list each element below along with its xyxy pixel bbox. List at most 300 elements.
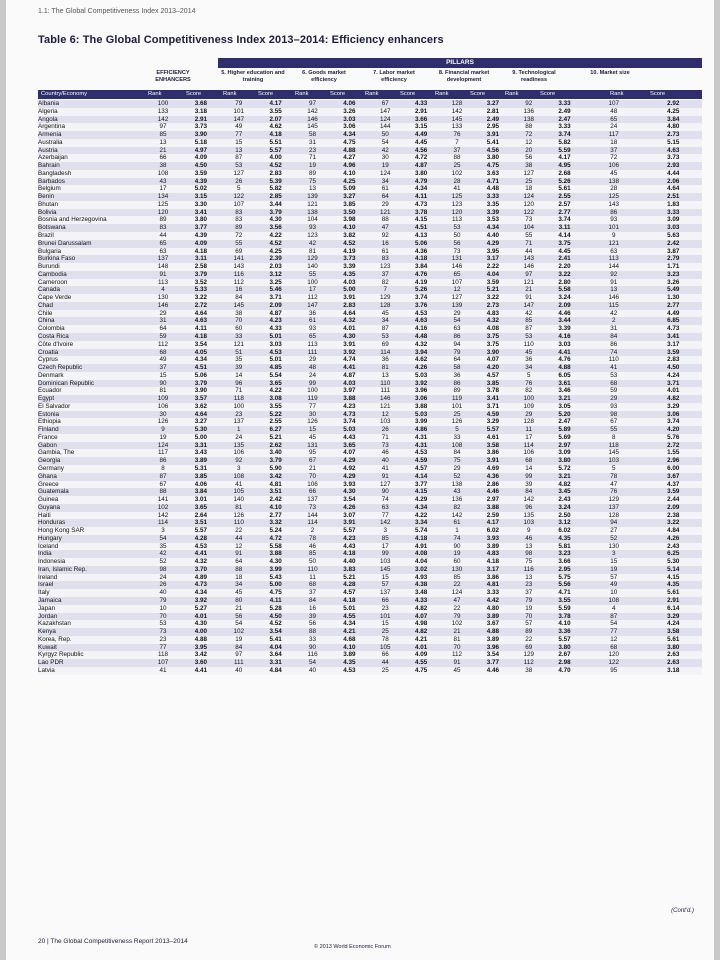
table-row <box>38 504 702 512</box>
rank-cell: 102 <box>440 170 475 178</box>
rank-cell: 35 <box>220 356 257 364</box>
score-cell: 4.19 <box>331 248 368 256</box>
country-cell: Costa Rica <box>38 333 145 341</box>
score-cell: 4.73 <box>181 581 220 589</box>
rank-cell: 145 <box>368 566 403 574</box>
rank-cell: 23 <box>145 636 182 644</box>
score-cell: 6.02 <box>546 527 583 535</box>
score-cell: 5.33 <box>181 286 220 294</box>
score-cell: 5.02 <box>181 185 220 193</box>
rank-cell: 142 <box>368 519 403 527</box>
table-row <box>38 310 702 318</box>
rank-cell: 121 <box>368 209 403 217</box>
table-row <box>38 558 702 566</box>
country-cell: Botswana <box>38 224 145 232</box>
rank-cell: 9 <box>145 426 182 434</box>
score-cell: 5.63 <box>644 232 702 240</box>
rank-header: Rank <box>295 91 309 97</box>
score-cell: 3.78 <box>403 209 440 217</box>
rank-cell: 13 <box>511 543 546 551</box>
score-cell: 3.23 <box>644 271 702 279</box>
rank-cell: 15 <box>294 426 331 434</box>
score-cell: 2.83 <box>331 302 368 310</box>
score-cell: 1.30 <box>644 294 702 302</box>
rank-cell: 110 <box>368 380 403 388</box>
score-cell: 2.55 <box>546 193 583 201</box>
rank-cell: 68 <box>583 380 644 388</box>
rank-cell: 73 <box>440 248 475 256</box>
rank-cell: 21 <box>220 605 257 613</box>
rank-cell: 93 <box>294 224 331 232</box>
rank-cell: 106 <box>511 449 546 457</box>
score-cell: 4.72 <box>257 535 294 543</box>
country-cell: India <box>38 550 145 558</box>
rank-cell: 130 <box>440 566 475 574</box>
score-cell: 3.39 <box>331 263 368 271</box>
rank-cell: 8 <box>583 434 644 442</box>
score-cell: 4.08 <box>474 325 511 333</box>
rank-cell: 54 <box>220 620 257 628</box>
rank-cell: 34 <box>368 178 403 186</box>
rank-cell: 42 <box>368 147 403 155</box>
country-cell: Côte d'Ivoire <box>38 341 145 349</box>
rank-cell: 33 <box>220 333 257 341</box>
rank-cell: 125 <box>145 201 182 209</box>
rank-cell: 89 <box>511 628 546 636</box>
rank-cell: 70 <box>440 644 475 652</box>
score-cell: 5.15 <box>644 139 702 147</box>
score-cell: 4.52 <box>331 240 368 248</box>
rank-cell: 54 <box>294 659 331 667</box>
rank-cell: 73 <box>145 628 182 636</box>
rank-cell: 100 <box>511 395 546 403</box>
rank-cell: 46 <box>368 449 403 457</box>
rank-cell: 148 <box>145 263 182 271</box>
score-cell: 2.63 <box>644 659 702 667</box>
score-cell: 3.99 <box>257 566 294 574</box>
score-cell: 3.57 <box>181 395 220 403</box>
table-row <box>38 108 702 116</box>
score-cell: 4.11 <box>181 325 220 333</box>
rank-cell: 3 <box>368 527 403 535</box>
rank-cell: 19 <box>145 434 182 442</box>
table-row <box>38 341 702 349</box>
score-cell: 3.75 <box>546 240 583 248</box>
score-header: Score <box>258 91 274 97</box>
score-cell: 3.80 <box>546 457 583 465</box>
score-cell: 4.52 <box>257 240 294 248</box>
score-cell: 4.86 <box>403 426 440 434</box>
rank-cell: 33 <box>294 636 331 644</box>
rank-cell: 137 <box>220 418 257 426</box>
score-cell: 4.97 <box>181 147 220 155</box>
score-cell: 5.18 <box>181 139 220 147</box>
rank-cell: 143 <box>511 255 546 263</box>
rank-cell: 71 <box>220 387 257 395</box>
rank-cell: 146 <box>145 302 182 310</box>
rank-cell: 52 <box>440 473 475 481</box>
score-cell: 3.11 <box>181 255 220 263</box>
rank-cell: 112 <box>440 651 475 659</box>
score-cell: 3.73 <box>644 154 702 162</box>
rank-cell: 89 <box>294 170 331 178</box>
score-cell: 4.01 <box>644 387 702 395</box>
rank-cell: 139 <box>440 302 475 310</box>
score-cell: 5.57 <box>181 527 220 535</box>
rank-cell: 84 <box>511 488 546 496</box>
rank-cell: 24 <box>145 574 182 582</box>
rank-cell: 95 <box>294 449 331 457</box>
score-cell: 4.64 <box>181 310 220 318</box>
rank-cell: 119 <box>294 395 331 403</box>
score-cell: 3.41 <box>644 333 702 341</box>
rank-cell: 70 <box>511 613 546 621</box>
rank-cell: 18 <box>220 574 257 582</box>
rank-cell: 5 <box>511 372 546 380</box>
country-cell: Chad <box>38 302 145 310</box>
score-cell: 3.74 <box>403 294 440 302</box>
rank-cell: 82 <box>511 387 546 395</box>
score-cell: 5.72 <box>546 465 583 473</box>
rank-cell: 34 <box>368 317 403 325</box>
rank-cell: 26 <box>145 581 182 589</box>
score-cell: 4.18 <box>403 535 440 543</box>
score-cell: 3.06 <box>644 411 702 419</box>
score-cell: 5.58 <box>257 543 294 551</box>
rank-cell: 61 <box>440 519 475 527</box>
rank-cell: 81 <box>440 636 475 644</box>
score-cell: 3.84 <box>181 488 220 496</box>
score-cell: 3.03 <box>546 341 583 349</box>
rank-cell: 106 <box>583 162 644 170</box>
rank-cell: 69 <box>368 341 403 349</box>
score-cell: 2.91 <box>181 116 220 124</box>
rank-cell: 65 <box>145 240 182 248</box>
rank-cell: 77 <box>368 512 403 520</box>
rank-cell: 138 <box>583 178 644 186</box>
rank-cell: 37 <box>511 589 546 597</box>
score-cell: 4.72 <box>403 154 440 162</box>
score-cell: 5.46 <box>257 286 294 294</box>
score-cell: 4.00 <box>181 628 220 636</box>
score-cell: 3.36 <box>546 628 583 636</box>
score-cell: 4.41 <box>181 550 220 558</box>
table-row <box>38 240 702 248</box>
score-cell: 4.01 <box>331 325 368 333</box>
rank-cell: 29 <box>440 465 475 473</box>
rank-cell: 45 <box>220 589 257 597</box>
score-cell: 4.35 <box>331 271 368 279</box>
score-cell: 3.44 <box>546 317 583 325</box>
rank-cell: 81 <box>294 248 331 256</box>
rank-cell: 25 <box>511 178 546 186</box>
score-cell: 4.46 <box>474 667 511 675</box>
score-cell: 3.07 <box>331 512 368 520</box>
rank-cell: 98 <box>511 550 546 558</box>
country-cell: Gambia, The <box>38 449 145 457</box>
score-cell: 3.03 <box>644 224 702 232</box>
rank-cell: 116 <box>220 271 257 279</box>
score-cell: 4.21 <box>403 636 440 644</box>
score-cell: 4.55 <box>403 659 440 667</box>
rank-cell: 24 <box>294 372 331 380</box>
score-cell: 3.33 <box>474 589 511 597</box>
table-row <box>38 232 702 240</box>
rank-cell: 146 <box>368 395 403 403</box>
score-cell: 3.59 <box>644 488 702 496</box>
score-cell: 4.08 <box>403 550 440 558</box>
rank-cell: 49 <box>145 356 182 364</box>
pillars-band: PILLARS <box>218 58 702 68</box>
rank-cell: 19 <box>220 636 257 644</box>
score-cell: 3.65 <box>257 380 294 388</box>
rank-cell: 140 <box>294 263 331 271</box>
score-cell: 4.71 <box>546 589 583 597</box>
rank-cell: 78 <box>583 473 644 481</box>
score-cell: 3.84 <box>403 263 440 271</box>
table-title: Table 6: The Global Competitiveness Index 2013–2014: Efficiency enhancers <box>38 34 444 46</box>
rank-cell: 13 <box>220 147 257 155</box>
rank-cell: 30 <box>368 154 403 162</box>
score-cell: 4.63 <box>403 317 440 325</box>
rank-cell: 113 <box>583 255 644 263</box>
rank-cell: 34 <box>220 581 257 589</box>
score-cell: 5.00 <box>257 581 294 589</box>
score-cell: 3.09 <box>546 449 583 457</box>
score-cell: 4.75 <box>403 667 440 675</box>
score-cell: 4.26 <box>403 364 440 372</box>
score-cell: 4.26 <box>331 504 368 512</box>
score-cell: 3.85 <box>181 473 220 481</box>
score-cell: 3.43 <box>181 449 220 457</box>
score-cell: 4.69 <box>474 465 511 473</box>
score-cell: 2.20 <box>546 263 583 271</box>
score-cell: 2.50 <box>546 512 583 520</box>
score-cell: 3.30 <box>181 201 220 209</box>
score-cell: 3.95 <box>474 248 511 256</box>
rank-cell: 12 <box>511 139 546 147</box>
rank-cell: 91 <box>145 271 182 279</box>
score-cell: 3.79 <box>181 271 220 279</box>
rank-cell: 97 <box>294 100 331 108</box>
table-row <box>38 216 702 224</box>
footer-copyright: © 2013 World Economic Forum <box>314 944 391 950</box>
rank-cell: 97 <box>511 271 546 279</box>
score-cell: 2.63 <box>644 651 702 659</box>
score-cell: 4.45 <box>546 248 583 256</box>
score-cell: 4.88 <box>181 636 220 644</box>
table-row <box>38 488 702 496</box>
score-cell: 3.64 <box>257 651 294 659</box>
rank-cell: 103 <box>368 418 403 426</box>
score-cell: 3.56 <box>257 224 294 232</box>
score-cell: 5.09 <box>331 185 368 193</box>
table-row <box>38 581 702 589</box>
score-cell: 4.10 <box>331 224 368 232</box>
rank-cell: 53 <box>440 224 475 232</box>
rank-cell: 128 <box>583 512 644 520</box>
table-row <box>38 178 702 186</box>
rank-cell: 48 <box>583 108 644 116</box>
rank-cell: 55 <box>294 271 331 279</box>
score-cell: 5.41 <box>257 636 294 644</box>
country-cell: Indonesia <box>38 558 145 566</box>
rank-cell: 47 <box>583 481 644 489</box>
score-cell: 4.59 <box>474 411 511 419</box>
rank-cell: 4 <box>583 605 644 613</box>
rank-header: Rank <box>435 91 449 97</box>
rank-cell: 110 <box>220 519 257 527</box>
rank-cell: 117 <box>145 449 182 457</box>
rank-cell: 71 <box>294 154 331 162</box>
rank-cell: 143 <box>220 263 257 271</box>
rank-cell: 66 <box>368 597 403 605</box>
score-header: Score <box>470 91 486 97</box>
rank-cell: 89 <box>145 216 182 224</box>
rank-cell: 87 <box>583 613 644 621</box>
country-cell: Kenya <box>38 628 145 636</box>
score-cell: 5.82 <box>546 139 583 147</box>
table-row <box>38 139 702 147</box>
rank-cell: 113 <box>294 341 331 349</box>
score-cell: 3.88 <box>403 403 440 411</box>
table-row <box>38 667 702 675</box>
score-cell: 5.39 <box>257 178 294 186</box>
rank-cell: 2 <box>583 317 644 325</box>
score-cell: 4.25 <box>257 248 294 256</box>
rank-cell: 14 <box>511 465 546 473</box>
rank-cell: 88 <box>220 566 257 574</box>
score-cell: 3.55 <box>546 597 583 605</box>
rank-cell: 116 <box>294 651 331 659</box>
score-cell: 3.26 <box>644 279 702 287</box>
score-cell: 4.88 <box>331 147 368 155</box>
rank-cell: 128 <box>368 302 403 310</box>
score-cell: 3.91 <box>331 294 368 302</box>
rank-cell: 110 <box>511 341 546 349</box>
rank-cell: 9 <box>511 527 546 535</box>
score-cell: 3.50 <box>331 209 368 217</box>
rank-cell: 10 <box>145 605 182 613</box>
rank-cell: 112 <box>220 279 257 287</box>
rank-cell: 36 <box>440 372 475 380</box>
score-cell: 2.77 <box>644 302 702 310</box>
score-cell: 4.03 <box>331 279 368 287</box>
rank-cell: 88 <box>368 216 403 224</box>
rank-cell: 35 <box>145 543 182 551</box>
score-cell: 4.29 <box>331 473 368 481</box>
rank-cell: 76 <box>583 488 644 496</box>
rank-cell: 45 <box>511 349 546 357</box>
score-cell: 3.21 <box>546 473 583 481</box>
score-cell: 4.18 <box>257 131 294 139</box>
score-cell: 4.62 <box>403 356 440 364</box>
rank-cell: 29 <box>368 201 403 209</box>
rank-cell: 96 <box>220 380 257 388</box>
score-cell: 2.86 <box>474 481 511 489</box>
rank-cell: 44 <box>368 659 403 667</box>
country-cell: Dominican Republic <box>38 380 145 388</box>
score-cell: 5.76 <box>644 434 702 442</box>
score-cell: 2.80 <box>546 279 583 287</box>
rank-cell: 112 <box>511 659 546 667</box>
score-cell: 3.73 <box>181 123 220 131</box>
score-cell: 3.76 <box>403 302 440 310</box>
table-row <box>38 597 702 605</box>
score-cell: 2.41 <box>546 255 583 263</box>
score-cell: 3.84 <box>644 116 702 124</box>
score-cell: 2.62 <box>257 442 294 450</box>
rank-cell: 59 <box>583 387 644 395</box>
rank-cell: 127 <box>368 481 403 489</box>
rank-cell: 119 <box>440 395 475 403</box>
score-cell: 5.69 <box>546 434 583 442</box>
rank-cell: 55 <box>583 426 644 434</box>
score-cell: 5.61 <box>644 589 702 597</box>
score-cell: 4.17 <box>257 100 294 108</box>
table-row <box>38 380 702 388</box>
rank-cell: 19 <box>511 605 546 613</box>
rank-cell: 54 <box>145 535 182 543</box>
rank-cell: 41 <box>220 481 257 489</box>
rank-cell: 98 <box>145 566 182 574</box>
rank-cell: 25 <box>368 628 403 636</box>
rank-cell: 125 <box>440 193 475 201</box>
score-cell: 4.22 <box>403 512 440 520</box>
score-cell: 4.50 <box>257 613 294 621</box>
rank-cell: 43 <box>440 488 475 496</box>
rank-cell: 12 <box>368 411 403 419</box>
rank-cell: 142 <box>511 496 546 504</box>
score-cell: 2.44 <box>644 496 702 504</box>
score-cell: 2.06 <box>644 178 702 186</box>
score-cell: 5.49 <box>644 286 702 294</box>
rank-cell: 103 <box>583 457 644 465</box>
score-cell: 4.91 <box>403 543 440 551</box>
rank-cell: 87 <box>368 325 403 333</box>
score-cell: 3.92 <box>403 380 440 388</box>
score-cell: 3.39 <box>474 209 511 217</box>
rank-cell: 64 <box>368 193 403 201</box>
score-cell: 4.33 <box>257 325 294 333</box>
table-row <box>38 201 702 209</box>
rank-cell: 86 <box>145 457 182 465</box>
rank-cell: 85 <box>294 550 331 558</box>
score-cell: 3.29 <box>644 403 702 411</box>
score-cell: 3.87 <box>644 248 702 256</box>
country-cell: Austria <box>38 147 145 155</box>
score-cell: 4.29 <box>403 496 440 504</box>
rank-cell: 73 <box>294 504 331 512</box>
score-cell: 4.30 <box>331 488 368 496</box>
rank-cell: 88 <box>145 488 182 496</box>
rank-cell: 69 <box>220 248 257 256</box>
rank-cell: 100 <box>145 100 182 108</box>
country-cell: Jamaica <box>38 597 145 605</box>
score-cell: 3.97 <box>331 387 368 395</box>
score-cell: 3.40 <box>257 449 294 457</box>
rank-cell: 80 <box>220 597 257 605</box>
score-cell: 4.04 <box>474 271 511 279</box>
country-cell: Hungary <box>38 535 145 543</box>
rank-cell: 108 <box>583 597 644 605</box>
rank-cell: 106 <box>220 449 257 457</box>
rank-cell: 83 <box>145 224 182 232</box>
score-cell: 4.19 <box>403 279 440 287</box>
rank-cell: 131 <box>440 255 475 263</box>
score-cell: 3.12 <box>257 271 294 279</box>
rank-cell: 137 <box>145 255 182 263</box>
